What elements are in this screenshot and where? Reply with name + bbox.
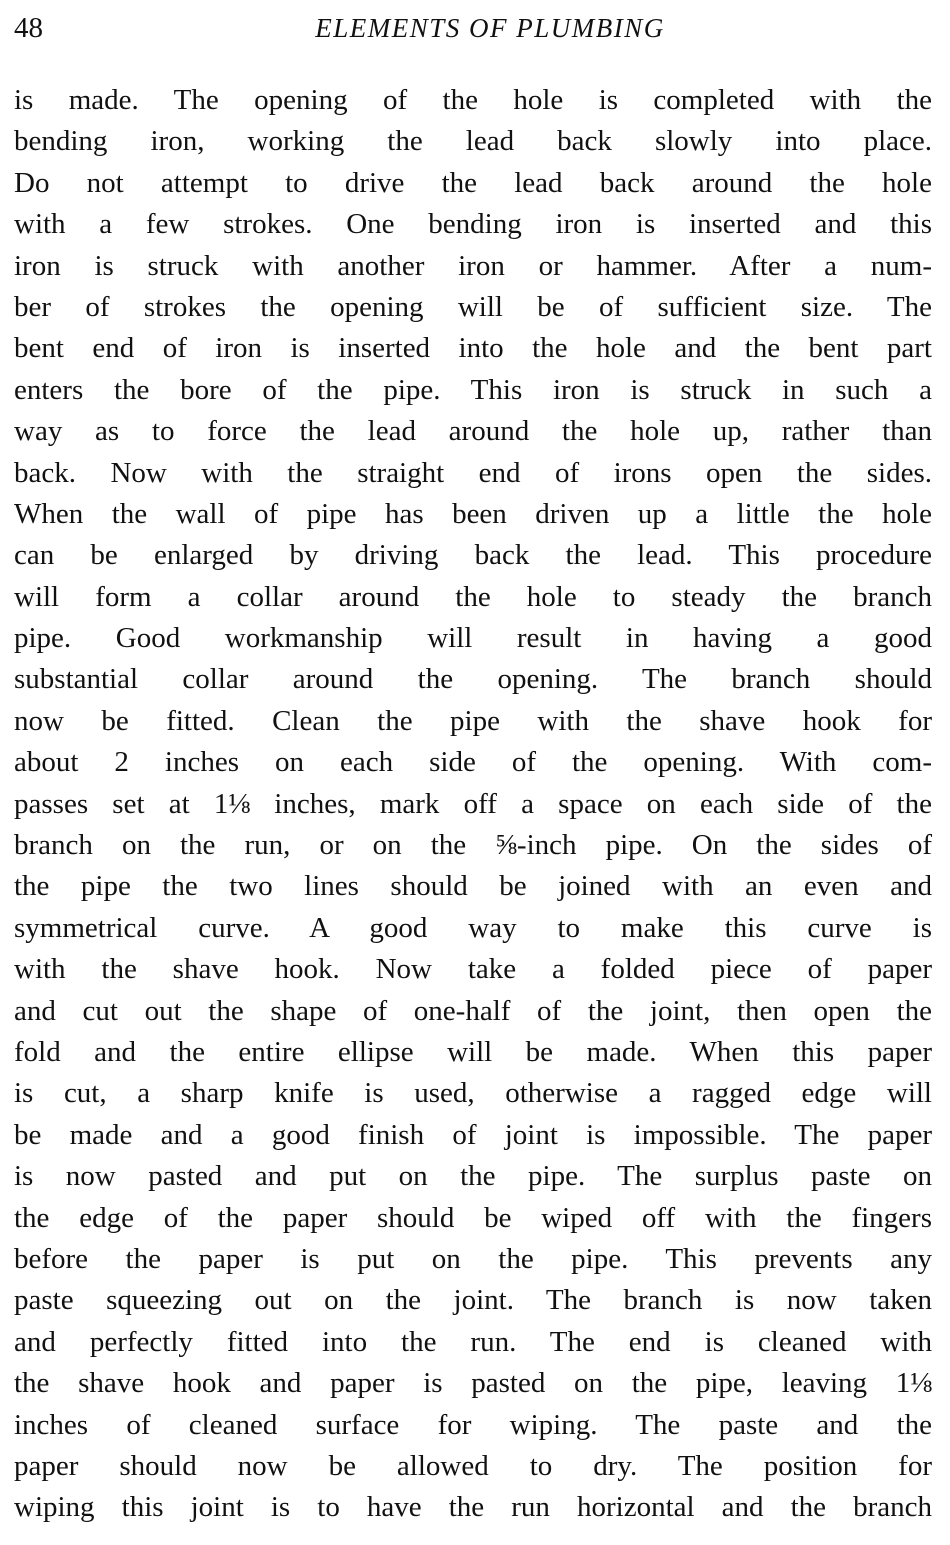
- text-line: paper should now be allowed to dry. The position for: [14, 1449, 932, 1482]
- text-line: fold and the entire ellipse will be made. When this paper: [14, 1035, 932, 1068]
- text-line: When the wall of pipe has been driven up a little the hole: [14, 497, 932, 530]
- body-paragraph: [14, 80, 932, 1529]
- text-line: with a few strokes. One bending iron is inserted and this: [14, 208, 932, 241]
- text-line: substantial collar around the opening. The branch should: [14, 663, 932, 696]
- text-line: and cut out the shape of one-half of the joint, then open the: [14, 994, 932, 1027]
- text-line: passes set at 1⅛ inches, mark off a space on each side of the: [14, 787, 932, 820]
- text-line: now be fitted. Clean the pipe with the shave hook for: [14, 704, 932, 737]
- text-line: enters the bore of the pipe. This iron is struck in such a: [14, 373, 932, 406]
- text-line: pipe. Good workmanship will result in having a good: [14, 622, 932, 655]
- text-line: the shave hook and paper is pasted on the pipe, leaving 1⅛: [14, 1367, 932, 1400]
- text-line: inches of cleaned surface for wiping. The paste and the: [14, 1408, 932, 1441]
- text-line: is cut, a sharp knife is used, otherwise a ragged edge will: [14, 1077, 932, 1110]
- text-line: way as to force the lead around the hole up, rather than: [14, 415, 932, 448]
- text-line: is now pasted and put on the pipe. The surplus paste on: [14, 1160, 932, 1193]
- text-line: and perfectly fitted into the run. The end is cleaned with: [14, 1325, 932, 1358]
- text-line: about 2 inches on each side of the opening. With com-: [14, 746, 932, 779]
- text-line: can be enlarged by driving back the lead. This procedure: [14, 539, 932, 572]
- text-line: wiping this joint is to have the run horizontal and the branch: [14, 1491, 932, 1524]
- text-line: symmetrical curve. A good way to make this curve is: [14, 911, 932, 944]
- text-line: the edge of the paper should be wiped off with the fingers: [14, 1201, 932, 1234]
- page-number: 48: [14, 12, 43, 44]
- text-line: back. Now with the straight end of irons open the sides.: [14, 456, 932, 489]
- text-line: be made and a good finish of joint is impossible. The paper: [14, 1118, 932, 1151]
- text-line: branch on the run, or on the ⅝-inch pipe. On the sides of: [14, 829, 932, 862]
- text-line: bending iron, working the lead back slowly into place.: [14, 125, 932, 158]
- page-header: [14, 8, 936, 48]
- text-line: iron is struck with another iron or hammer. After a num-: [14, 249, 932, 282]
- text-line: before the paper is put on the pipe. This prevents any: [14, 1242, 932, 1275]
- text-line: will form a collar around the hole to steady the branch: [14, 580, 932, 613]
- text-line: ber of strokes the opening will be of sufficient size. The: [14, 290, 932, 323]
- text-line: is made. The opening of the hole is completed with the: [14, 84, 932, 116]
- running-head-title: ELEMENTS OF PLUMBING: [315, 13, 665, 43]
- text-line: with the shave hook. Now take a folded piece of paper: [14, 953, 932, 986]
- text-line: bent end of iron is inserted into the hole and the bent part: [14, 332, 932, 365]
- text-line: the pipe the two lines should be joined with an even and: [14, 870, 932, 903]
- text-line: paste squeezing out on the joint. The branch is now taken: [14, 1284, 932, 1317]
- text-line: Do not attempt to drive the lead back around the hole: [14, 166, 932, 199]
